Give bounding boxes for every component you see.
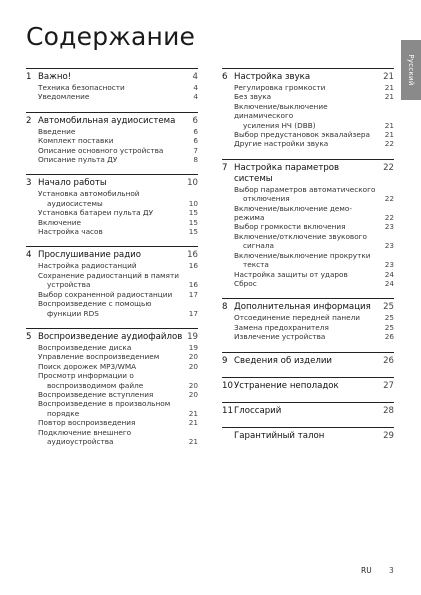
toc-entry-list: [38, 127, 198, 165]
toc-entry-page: 16: [188, 280, 198, 290]
toc-entry-list: [38, 343, 198, 446]
section-title: Настройка параметров системы: [234, 162, 340, 184]
toc-entry-text: [234, 251, 380, 270]
toc-section: [26, 328, 198, 446]
toc-entry-line: Замена предохранителя: [234, 322, 329, 332]
toc-entry-text: [234, 83, 380, 92]
toc-entry-page: 21: [188, 418, 198, 428]
section-page: 19: [187, 331, 198, 342]
section-number: 5: [26, 331, 32, 342]
toc-entry-text: [38, 83, 184, 92]
toc-entry-page: 22: [384, 213, 394, 223]
toc-entry-line: текста: [243, 260, 269, 270]
toc-entry-page: 22: [384, 139, 394, 149]
toc-entry-text: [234, 270, 380, 279]
toc-entry-line: Сброс: [234, 278, 257, 288]
toc-entry-text: [38, 428, 184, 447]
toc-entry: [38, 390, 198, 399]
toc-entry-text: [234, 204, 380, 223]
section-page: 29: [383, 430, 394, 441]
section-title: Важно!: [38, 72, 72, 82]
toc-entry-page: 6: [193, 136, 198, 146]
toc-entry: [234, 323, 394, 332]
toc-entry-line: Включение/отключение звукового: [234, 231, 367, 241]
toc-entry: [38, 92, 198, 101]
toc-entry-text: [38, 261, 184, 270]
toc-entry-page: 19: [188, 342, 198, 352]
toc-entry-text: [234, 222, 380, 231]
toc-entry-page: 4: [193, 83, 198, 92]
section-title: Устранение неполадок: [234, 380, 339, 391]
toc-section-heading: [222, 381, 394, 392]
toc-entry-text: [38, 290, 184, 299]
toc-section: [222, 159, 394, 288]
footer-language: RU: [361, 566, 372, 575]
section-number: 8: [222, 302, 228, 313]
toc-entry: [38, 428, 198, 447]
toc-entry-page: 20: [188, 389, 198, 399]
toc-entry-page: 10: [188, 198, 198, 208]
footer-page-number: 3: [389, 566, 394, 575]
toc-entry-list: [234, 185, 394, 288]
toc-entry-line: Настройка радиостанций: [38, 261, 137, 271]
section-title: Прослушивание радио: [38, 250, 141, 261]
toc-entry-page: 23: [384, 260, 394, 270]
toc-entry-line: Выбор параметров автоматического: [234, 184, 376, 194]
section-number: 2: [26, 115, 32, 126]
toc-entry-line: Комплект поставки: [38, 136, 114, 146]
toc-entry-page: 25: [384, 322, 394, 332]
language-tab-label: Русский: [407, 54, 415, 86]
section-title: Дополнительная информация: [234, 302, 371, 313]
toc-section: [222, 402, 394, 417]
toc-entry-line: Техника безопасности: [38, 83, 125, 92]
toc-left-column: [26, 68, 198, 456]
toc-entry-line: функции RDS: [47, 308, 99, 318]
toc-entry-line: Повтор воспроизведения: [38, 418, 136, 428]
toc-section: [222, 298, 394, 341]
toc-entry-line: порядке: [47, 408, 80, 418]
toc-entry-list: [234, 313, 394, 341]
toc-entry: [234, 251, 394, 270]
section-page: 16: [187, 250, 198, 261]
section-number: 1: [26, 72, 32, 82]
toc-entry: [38, 261, 198, 270]
toc-entry-page: 7: [193, 145, 198, 155]
toc-section: [222, 377, 394, 392]
toc-entry: [38, 399, 198, 418]
toc-entry-line: Извлечение устройства: [234, 332, 326, 342]
toc-entry-line: устройства: [47, 280, 91, 290]
toc-entry: [38, 136, 198, 145]
section-page: 4: [192, 72, 198, 82]
section-page: 25: [383, 302, 394, 313]
toc-entry: [38, 227, 198, 236]
toc-entry: [38, 343, 198, 352]
toc-entry-page: 15: [188, 227, 198, 237]
toc-entry-line: Воспроизведение диска: [38, 342, 132, 352]
toc-section: [222, 352, 394, 367]
toc-entry-line: Включение/выключение динамического: [234, 101, 328, 121]
toc-entry-text: [38, 227, 184, 236]
language-tab: [401, 40, 421, 100]
section-number: 9: [222, 355, 228, 366]
toc-entry-text: [234, 139, 380, 148]
toc-section: [222, 68, 394, 149]
toc-entry-text: [38, 371, 184, 390]
toc-entry-line: Управление воспроизведением: [38, 352, 160, 362]
toc-entry-line: Без звука: [234, 92, 272, 102]
toc-section-heading: [26, 250, 198, 261]
toc-entry: [234, 279, 394, 288]
toc-entry-page: 24: [384, 278, 394, 288]
toc-entry-page: 17: [188, 308, 198, 318]
toc-entry-text: [38, 399, 184, 418]
toc-entry-text: [234, 323, 380, 332]
toc-entry-text: [234, 279, 380, 288]
toc-entry: [38, 146, 198, 155]
toc-entry-text: [38, 92, 184, 101]
toc-entry: [38, 189, 198, 208]
toc-entry-page: 15: [188, 217, 198, 227]
toc-entry-page: 21: [384, 130, 394, 140]
toc-entry-line: Включение/выключение демо-режима: [234, 203, 353, 223]
toc-entry-page: 24: [384, 269, 394, 279]
toc-section: [26, 174, 198, 236]
toc-entry-line: Воспроизведение вступления: [38, 389, 154, 399]
toc-entry: [38, 418, 198, 427]
toc-entry-text: [234, 185, 380, 204]
toc-entry-page: 8: [193, 155, 198, 165]
toc-entry: [38, 208, 198, 217]
toc-section-heading: [222, 431, 394, 442]
toc-entry-text: [38, 189, 184, 208]
toc-section-heading: [222, 406, 394, 417]
section-title: Глоссарий: [234, 405, 282, 416]
toc-entry-page: 26: [384, 332, 394, 342]
toc-entry: [38, 362, 198, 371]
toc-entry-line: Описание пульта ДУ: [38, 155, 118, 165]
toc-entry: [38, 127, 198, 136]
toc-entry: [38, 352, 198, 361]
toc-entry-text: [234, 92, 380, 101]
toc-entry-line: аудиоустройства: [47, 436, 114, 446]
toc-entry-line: Сохранение радиостанций в памяти: [38, 270, 179, 280]
section-page: 28: [383, 405, 394, 416]
toc-entry-text: [38, 146, 184, 155]
toc-entry-text: [234, 313, 380, 322]
toc-section-heading: [222, 72, 394, 83]
toc-entry: [234, 270, 394, 279]
toc-entry-page: 20: [188, 361, 198, 371]
section-number: 6: [222, 72, 228, 82]
section-number: 10: [222, 380, 233, 391]
toc-entry: [234, 313, 394, 322]
section-title: Гарантийный талон: [234, 430, 325, 441]
toc-entry: [234, 232, 394, 251]
toc-entry-page: 23: [384, 222, 394, 232]
section-number: 4: [26, 250, 32, 261]
toc-entry-line: Другие настройки звука: [234, 139, 329, 149]
toc-entry-page: 20: [188, 352, 198, 362]
toc-entry-line: Настройка защиты от ударов: [234, 269, 348, 279]
toc-section-heading: [222, 163, 394, 185]
section-title: Начало работы: [38, 178, 107, 189]
section-title: Автомобильная аудиосистема: [38, 115, 176, 126]
toc-entry-text: [38, 127, 184, 136]
toc-entry-line: воспроизводимом файле: [47, 380, 144, 390]
toc-section-heading: [222, 356, 394, 367]
section-title: Воспроизведение аудиофайлов: [38, 331, 183, 342]
toc-section-heading: [26, 178, 198, 189]
toc-entry: [234, 139, 394, 148]
toc-entry: [234, 222, 394, 231]
toc-entry-text: [38, 299, 184, 318]
section-page: 27: [383, 380, 394, 391]
toc-entry-line: Просмотр информации о: [38, 371, 134, 381]
toc-entry-line: Подключение внешнего: [38, 427, 132, 437]
toc-entry-line: Введение: [38, 126, 76, 136]
toc-section: [222, 427, 394, 442]
section-page: 22: [383, 162, 394, 173]
toc-section: [26, 246, 198, 317]
toc-entry-page: 21: [384, 83, 394, 92]
toc-entry-list: [38, 83, 198, 102]
toc-entry-text: [38, 155, 184, 164]
toc-entry-line: Поиск дорожек MP3/WMA: [38, 361, 137, 371]
toc-entry-list: [38, 189, 198, 236]
toc-entry-line: отключения: [243, 194, 290, 204]
toc-entry: [234, 102, 394, 130]
toc-entry: [38, 299, 198, 318]
toc-entry-page: 21: [188, 408, 198, 418]
toc-entry-line: Выбор громкости включения: [234, 222, 346, 232]
toc-entry: [234, 332, 394, 341]
toc-entry: [38, 290, 198, 299]
toc-entry-line: Выбор сохраненной радиостанции: [38, 289, 173, 299]
section-number: 3: [26, 178, 32, 189]
toc-entry-page: 21: [384, 92, 394, 102]
toc-entry-text: [38, 418, 184, 427]
section-title: Сведения об изделии: [234, 355, 333, 366]
toc-entry-line: Включение/выключение прокрутки: [234, 250, 371, 260]
toc-entry-page: 16: [188, 261, 198, 271]
toc-entry-text: [38, 390, 184, 399]
toc-entry-text: [234, 130, 380, 139]
toc-entry-line: усиления НЧ (DBB): [243, 120, 316, 130]
toc-section-heading: [26, 72, 198, 83]
toc-entry-line: Уведомление: [38, 92, 90, 102]
toc-entry-line: Воспроизведение с помощью: [38, 299, 152, 309]
toc-entry-text: [38, 136, 184, 145]
toc-entry-line: Установка батареи пульта ДУ: [38, 208, 154, 218]
section-number: 7: [222, 162, 228, 173]
toc-entry-page: 21: [188, 436, 198, 446]
toc-entry-page: 6: [193, 126, 198, 136]
section-page: 21: [383, 72, 394, 82]
toc-entry-text: [38, 208, 184, 217]
toc-entry-list: [38, 261, 198, 317]
section-page: 26: [383, 355, 394, 366]
toc-entry-line: Описание основного устройства: [38, 145, 164, 155]
toc-entry-line: Выбор предустановок эквалайзера: [234, 130, 370, 140]
toc-entry-text: [234, 102, 380, 130]
toc-section-heading: [26, 332, 198, 343]
toc-entry-page: 4: [193, 92, 198, 102]
toc-section: [26, 112, 198, 165]
toc-entry-line: Отсоединение передней панели: [234, 313, 360, 323]
toc-entry: [234, 92, 394, 101]
toc-entry: [38, 218, 198, 227]
toc-entry-text: [38, 362, 184, 371]
section-title: Настройка звука: [234, 72, 311, 82]
toc-entry: [38, 271, 198, 290]
toc-entry-text: [38, 352, 184, 361]
toc-entry-page: 15: [188, 208, 198, 218]
toc-entry-line: Включение: [38, 217, 82, 227]
toc-entry-line: Регулировка громкости: [234, 83, 326, 92]
toc-entry-text: [38, 343, 184, 352]
section-page: 10: [187, 178, 198, 189]
toc-entry-line: Воспроизведение в произвольном: [38, 399, 171, 409]
toc-entry: [234, 204, 394, 223]
toc-entry-page: 21: [384, 120, 394, 130]
toc-section-heading: [26, 116, 198, 127]
toc-entry: [234, 83, 394, 92]
toc-entry: [38, 371, 198, 390]
section-number: [222, 431, 234, 442]
toc-entry-text: [234, 232, 380, 251]
toc-entry-line: аудиосистемы: [47, 198, 103, 208]
toc-entry-text: [38, 271, 184, 290]
page-title: Содержание: [26, 22, 196, 51]
toc-entry-text: [234, 332, 380, 341]
toc-entry-page: 20: [188, 380, 198, 390]
toc-entry-page: 22: [384, 194, 394, 204]
toc-entry-line: Установка автомобильной: [38, 189, 140, 199]
section-number: 11: [222, 405, 233, 416]
toc-entry: [234, 130, 394, 139]
toc-entry-page: 17: [188, 289, 198, 299]
toc-entry-page: 23: [384, 241, 394, 251]
toc-right-column: [222, 68, 394, 452]
toc-entry: [234, 185, 394, 204]
toc-entry-line: Настройка часов: [38, 227, 103, 237]
toc-entry: [38, 83, 198, 92]
toc-entry-page: 25: [384, 313, 394, 323]
toc-entry-text: [38, 218, 184, 227]
toc-entry-list: [234, 83, 394, 149]
section-page: 6: [192, 115, 198, 126]
toc-entry: [38, 155, 198, 164]
toc-section: [26, 68, 198, 102]
toc-entry-line: сигнала: [243, 241, 274, 251]
toc-section-heading: [222, 302, 394, 313]
